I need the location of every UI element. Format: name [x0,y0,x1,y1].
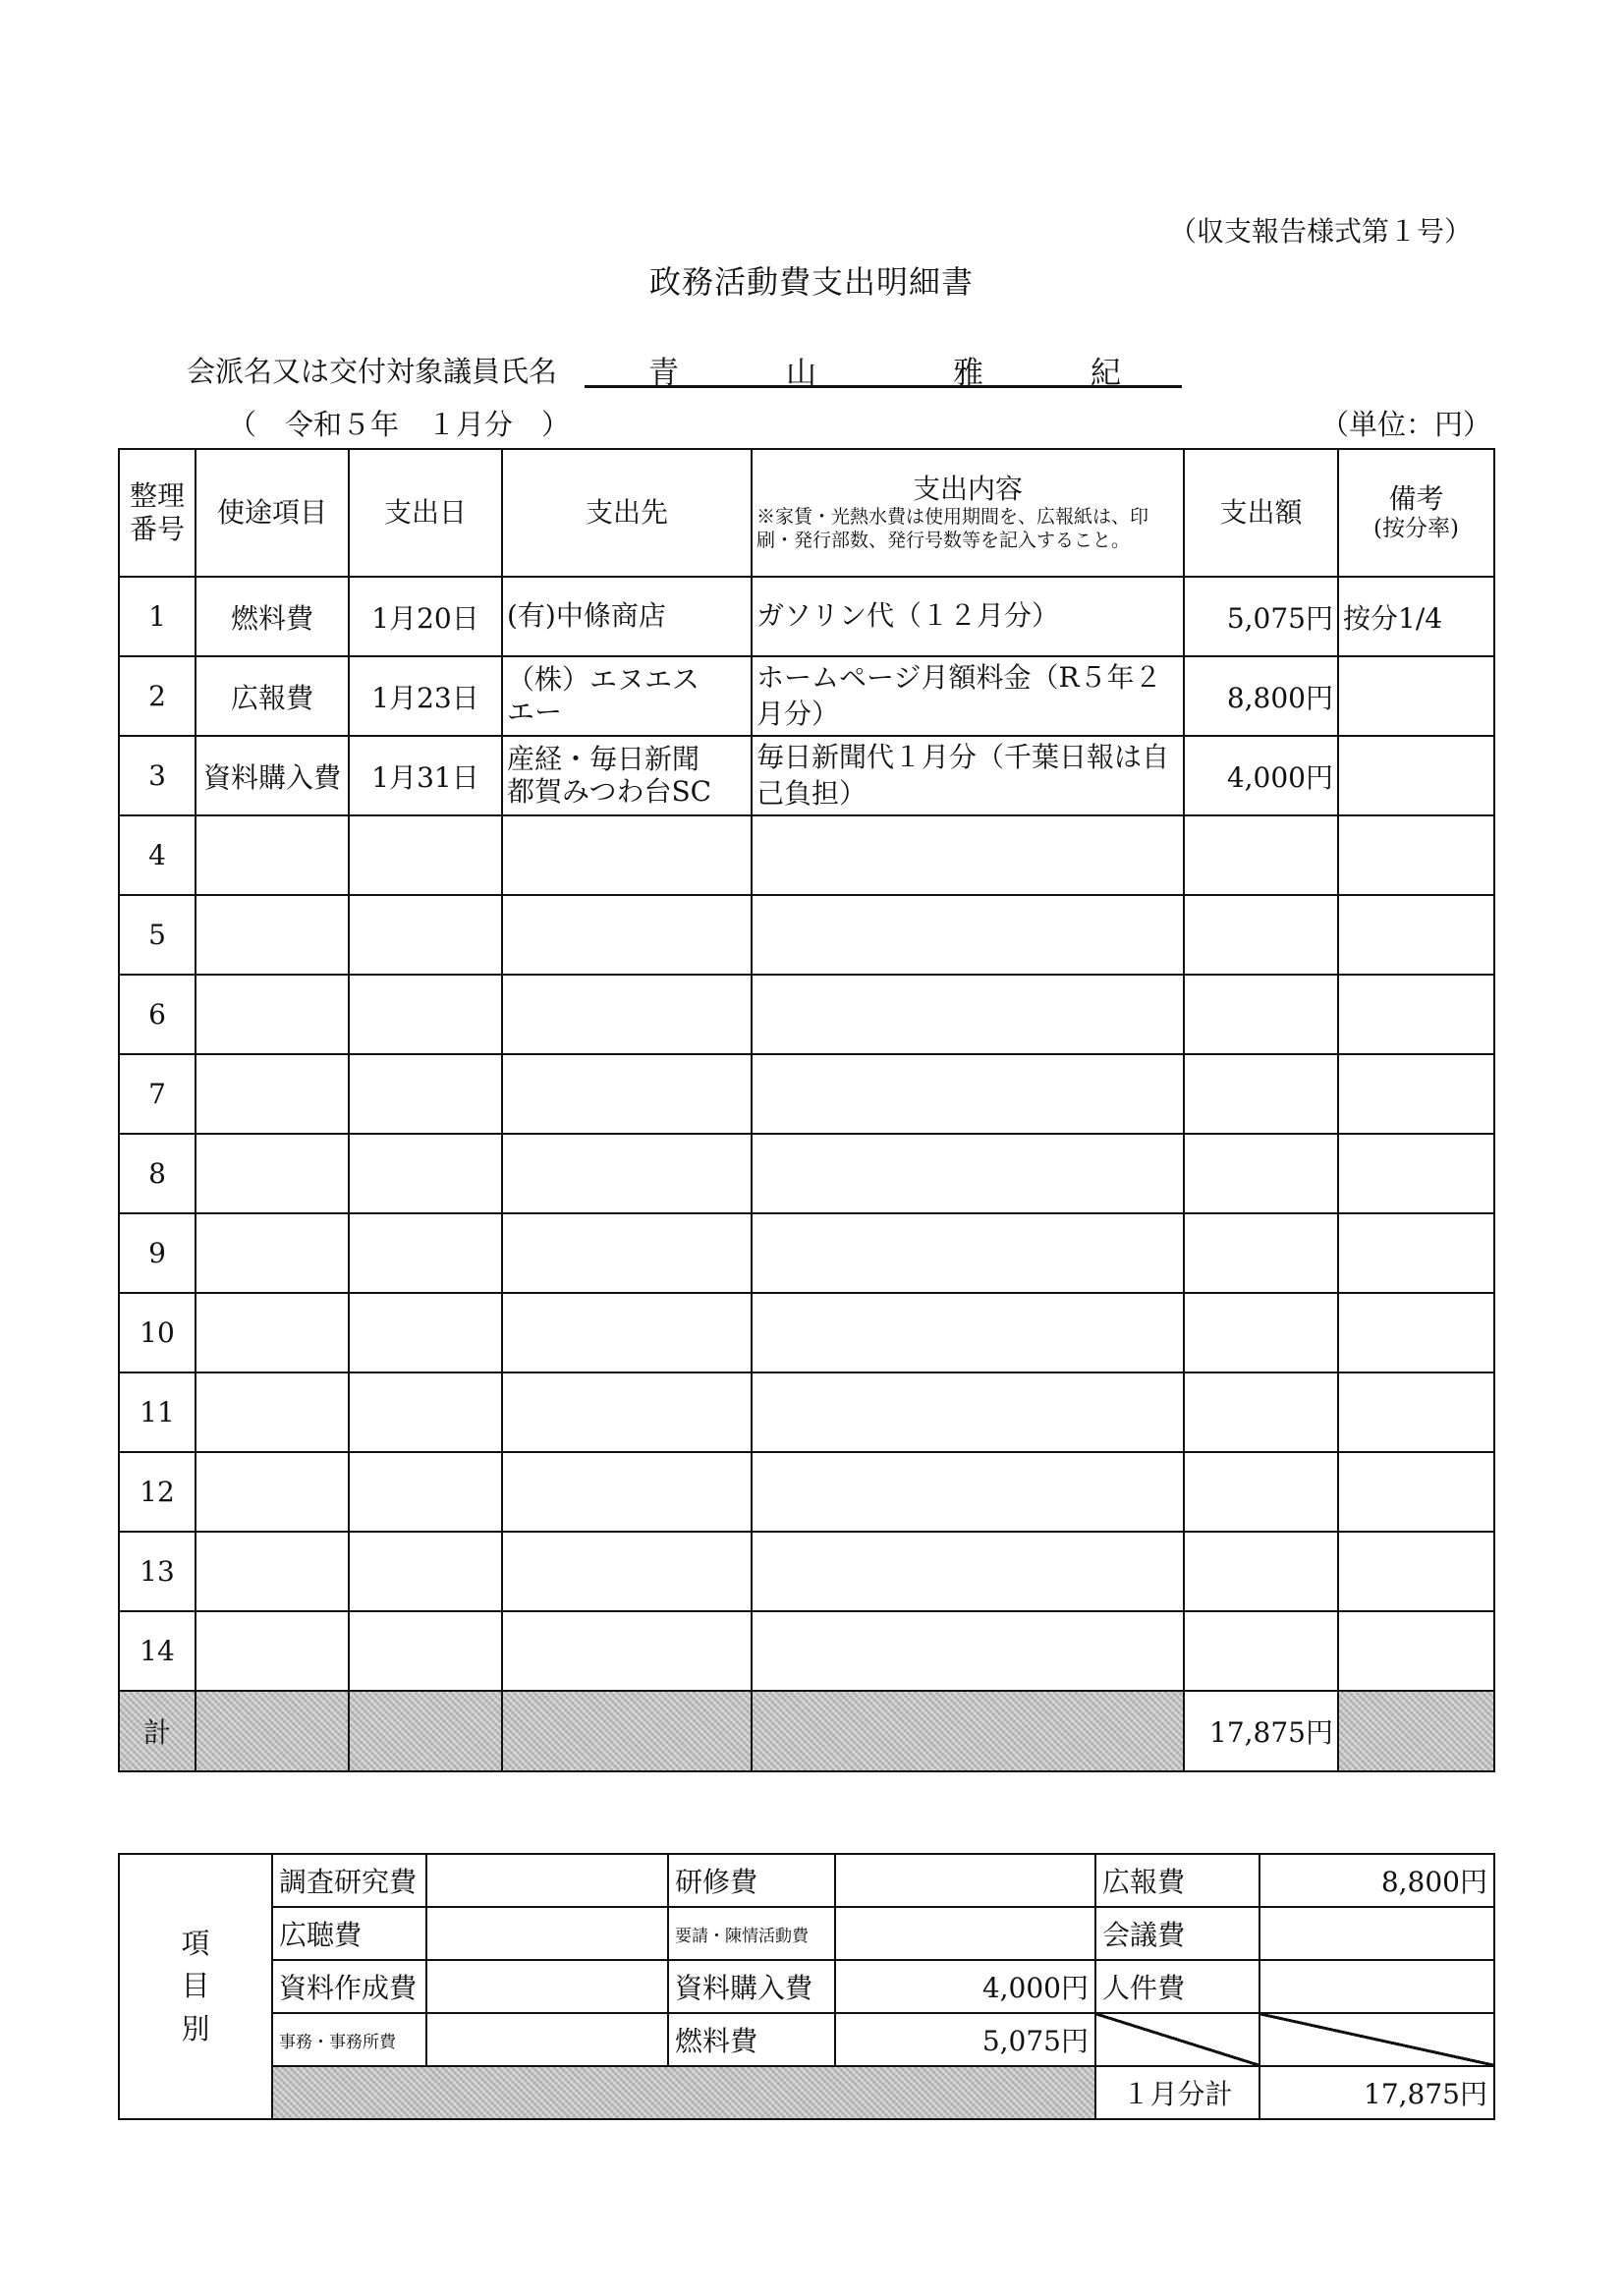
table-row [119,1611,1494,1691]
row-date [349,1134,502,1213]
summary-category-label: 研修費 [668,1854,835,1907]
row-detail: 毎日新聞代１月分（千葉日報は自己負担） [752,736,1184,815]
row-item [196,895,349,975]
table-row [119,736,1494,815]
unit-label: （単位：円） [1320,408,1492,441]
row-item [196,1213,349,1293]
detail-header-note: ※家賃・光熱水費は使用期間を、広報紙は、印刷・発行部数、発行号数等を記入すること。 [756,506,1149,551]
row-item [196,975,349,1054]
col-header-note [1338,449,1494,577]
row-note [1338,975,1494,1054]
row-note [1338,1372,1494,1452]
col-header-amount: 支出額 [1184,449,1338,577]
row-note [1338,656,1494,736]
row-note [1338,1532,1494,1611]
row-detail [752,1532,1184,1611]
row-detail [752,815,1184,895]
row-date: 1月31日 [349,736,502,815]
table-row [119,975,1494,1054]
col-header-date: 支出日 [349,449,502,577]
row-number: 3 [119,736,196,815]
row-payee [502,1532,752,1611]
summary-category-value [426,1907,668,1960]
row-amount [1184,1134,1338,1213]
col-header-detail [752,449,1184,577]
row-amount [1184,1054,1338,1134]
row-date [349,1532,502,1611]
row-detail [752,1611,1184,1691]
summary-row [119,1907,1494,1960]
row-date [349,1293,502,1372]
row-date: 1月20日 [349,577,502,656]
row-date [349,895,502,975]
summary-category-label: 人件費 [1095,1960,1259,2013]
row-item [196,815,349,895]
row-payee [502,1372,752,1452]
row-item [196,1134,349,1213]
row-date [349,975,502,1054]
row-note [1338,895,1494,975]
period-label: （ 令和５年 １月分 ） [228,408,571,441]
row-item [196,1611,349,1691]
row-amount: 4,000円 [1184,736,1338,815]
summary-category-label: 事務・事務所費 [272,2013,426,2066]
row-note: 按分1/4 [1338,577,1494,656]
col-header-num: 整理 番号 [119,449,196,577]
total-row [119,1691,1494,1771]
summary-category-label: 調査研究費 [272,1854,426,1907]
table-row [119,1372,1494,1452]
row-detail [752,1054,1184,1134]
row-date: 1月23日 [349,656,502,736]
summary-category-label: 会議費 [1095,1907,1259,1960]
row-payee [502,1213,752,1293]
total-label: 計 [119,1691,196,1771]
shaded-cell [196,1691,349,1771]
row-detail [752,1134,1184,1213]
row-amount [1184,1532,1338,1611]
shaded-cell [1338,1691,1494,1771]
summary-row [119,2013,1494,2066]
summary-category-label: 燃料費 [668,2013,835,2066]
row-item: 資料購入費 [196,736,349,815]
row-item [196,1372,349,1452]
row-payee [502,1054,752,1134]
row-detail [752,1293,1184,1372]
table-row [119,1134,1494,1213]
page-title: 政務活動費支出明細書 [648,263,974,301]
table-row [119,895,1494,975]
summary-total-row [119,2066,1494,2119]
shaded-cell [502,1691,752,1771]
row-note [1338,1134,1494,1213]
row-note [1338,1611,1494,1691]
row-payee [502,1452,752,1532]
name-label: 会派名又は交付対象議員氏名 [187,355,558,388]
summary-category-value: 8,800円 [1259,1854,1494,1907]
total-amount: 17,875円 [1184,1691,1338,1771]
summary-category-value [835,1854,1095,1907]
summary-category-label: 広聴費 [272,1907,426,1960]
row-payee [502,895,752,975]
row-payee [502,815,752,895]
row-note [1338,1213,1494,1293]
row-amount [1184,1293,1338,1372]
table-row [119,1213,1494,1293]
expense-table [118,448,1495,1772]
member-name-char: 紀 [1091,356,1121,391]
row-note [1338,815,1494,895]
row-date [349,1213,502,1293]
row-amount [1184,815,1338,895]
row-detail [752,1372,1184,1452]
note-header-title: 備考 [1388,482,1444,516]
row-number: 11 [119,1372,196,1452]
summary-category-value: 5,075円 [835,2013,1095,2066]
row-item [196,1293,349,1372]
summary-category-value [426,1960,668,2013]
row-item [196,1452,349,1532]
form-id: （収支報告様式第１号） [1169,215,1473,248]
row-note [1338,736,1494,815]
row-detail: ガソリン代（１２月分） [752,577,1184,656]
row-payee [502,1293,752,1372]
row-amount [1184,1452,1338,1532]
summary-category-value: 4,000円 [835,1960,1095,2013]
note-header-sub: (按分率) [1373,516,1459,541]
summary-category-label: 資料作成費 [272,1960,426,2013]
row-amount [1184,1213,1338,1293]
diagonal-blank-cell [1259,2013,1494,2066]
row-number: 1 [119,577,196,656]
row-item: 広報費 [196,656,349,736]
table-row [119,815,1494,895]
summary-category-value [426,1854,668,1907]
summary-category-value [426,2013,668,2066]
summary-category-label: 広報費 [1095,1854,1259,1907]
row-number: 7 [119,1054,196,1134]
row-item: 燃料費 [196,577,349,656]
detail-header-title: 支出内容 [912,473,1023,506]
table-row [119,1532,1494,1611]
row-payee [502,975,752,1054]
row-detail: ホームページ月額料金（R５年２月分） [752,656,1184,736]
summary-category-value [1259,1907,1494,1960]
row-date [349,1054,502,1134]
row-payee: 産経・毎日新聞 都賀みつわ台SC [502,736,752,815]
member-name-char: 山 [786,356,816,391]
row-number: 4 [119,815,196,895]
table-row [119,1293,1494,1372]
row-number: 8 [119,1134,196,1213]
row-detail [752,1213,1184,1293]
table-row [119,1054,1494,1134]
row-payee: (有)中條商店 [502,577,752,656]
row-payee [502,1611,752,1691]
row-number: 9 [119,1213,196,1293]
row-number: 6 [119,975,196,1054]
row-amount [1184,895,1338,975]
member-name-char: 雅 [953,356,983,391]
row-amount [1184,1611,1338,1691]
shaded-cell [752,1691,1184,1771]
summary-category-label: 資料購入費 [668,1960,835,2013]
table-row [119,577,1494,656]
row-date [349,1611,502,1691]
row-detail [752,975,1184,1054]
summary-category-label: 要請・陳情活動費 [668,1907,835,1960]
row-note [1338,1054,1494,1134]
month-total-value: 17,875円 [1259,2066,1494,2119]
summary-side-label: 項 目 別 [119,1854,272,2119]
row-date [349,815,502,895]
col-header-payee: 支出先 [502,449,752,577]
category-summary-table [118,1853,1495,2120]
row-item [196,1054,349,1134]
shaded-cell [349,1691,502,1771]
row-number: 5 [119,895,196,975]
row-amount: 8,800円 [1184,656,1338,736]
row-amount: 5,075円 [1184,577,1338,656]
row-number: 2 [119,656,196,736]
summary-category-value [1259,1960,1494,2013]
table-row [119,1452,1494,1532]
row-number: 14 [119,1611,196,1691]
row-number: 13 [119,1532,196,1611]
row-number: 10 [119,1293,196,1372]
table-row [119,656,1494,736]
row-amount [1184,975,1338,1054]
summary-row [119,1960,1494,2013]
month-total-label: １月分計 [1095,2066,1259,2119]
table-header-row [119,449,1494,577]
summary-row [119,1854,1494,1907]
row-date [349,1372,502,1452]
row-number: 12 [119,1452,196,1532]
col-header-item: 使途項目 [196,449,349,577]
row-detail [752,1452,1184,1532]
row-note [1338,1293,1494,1372]
row-item [196,1532,349,1611]
diagonal-blank-cell [1095,2013,1259,2066]
row-payee: （株）エヌエス エー [502,656,752,736]
member-name-char: 青 [648,356,679,391]
row-note [1338,1452,1494,1532]
row-payee [502,1134,752,1213]
row-date [349,1452,502,1532]
summary-category-value [835,1907,1095,1960]
row-amount [1184,1372,1338,1452]
shaded-cell [272,2066,1095,2119]
row-detail [752,895,1184,975]
